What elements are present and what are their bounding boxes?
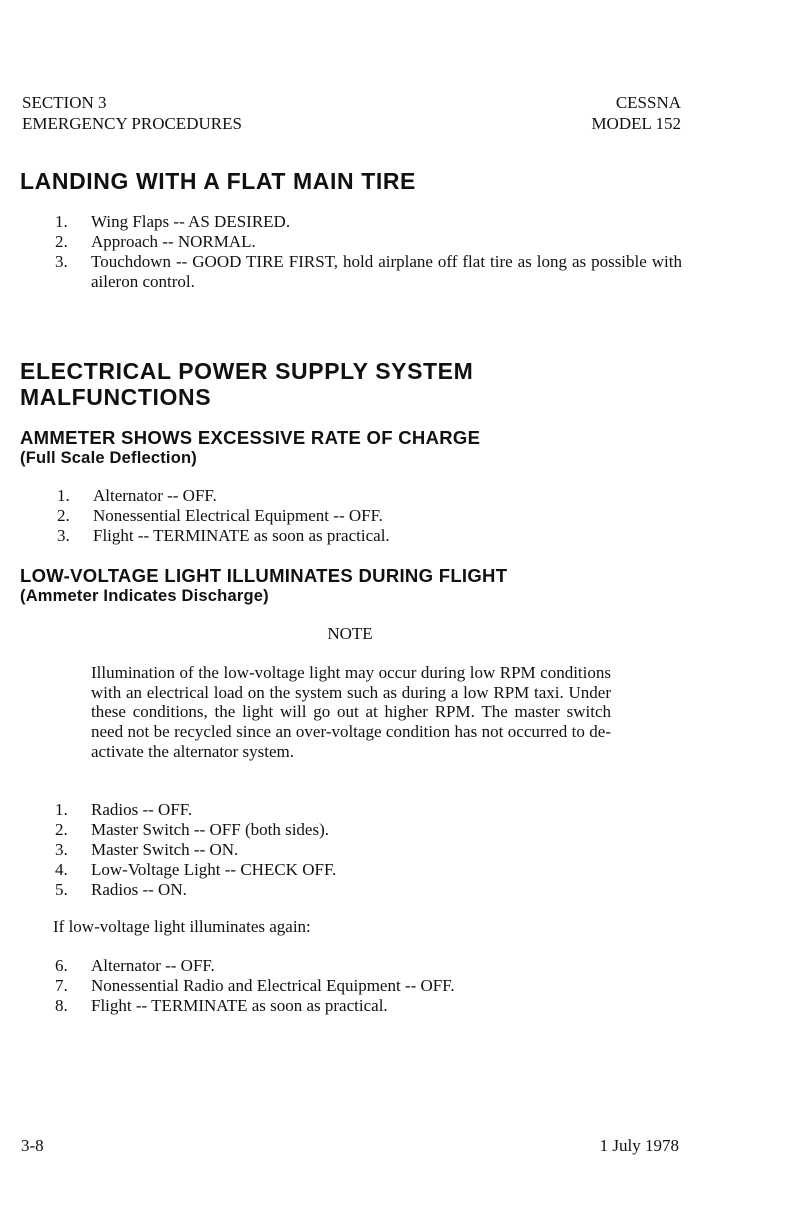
list-item: 3. Master Switch -- ON. [55, 840, 239, 859]
page-number: 3-8 [21, 1136, 44, 1155]
revision-date: 1 July 1978 [599, 1136, 679, 1155]
low-voltage-subheading: (Ammeter Indicates Discharge) [20, 587, 269, 605]
list-item: 2. Approach -- NORMAL. [55, 232, 256, 251]
flat-tire-heading: LANDING WITH A FLAT MAIN TIRE [20, 168, 416, 194]
list-item: 2. Master Switch -- OFF (both sides). [55, 820, 329, 839]
page-header-right [591, 92, 681, 134]
section-title: EMERGENCY PROCEDURES [22, 114, 242, 133]
list-item: 5. Radios -- ON. [55, 880, 187, 899]
list-item: 1. Alternator -- OFF. [57, 486, 217, 505]
low-voltage-steps-continued [55, 956, 675, 1016]
list-item: 3. Flight -- TERMINATE as soon as practical. [57, 526, 390, 545]
list-item: 2. Nonessential Electrical Equipment -- OFF. [57, 506, 383, 525]
list-item: 1. Radios -- OFF. [55, 800, 193, 819]
list-item: 1. Wing Flaps -- AS DESIRED. [55, 212, 291, 231]
electrical-heading: ELECTRICAL POWER SUPPLY SYSTEM MALFUNCTIONS [20, 358, 474, 410]
list-item: 4. Low-Voltage Light -- CHECK OFF. [55, 860, 337, 879]
list-item: 6. Alternator -- OFF. [55, 956, 215, 975]
manufacturer: CESSNA [615, 93, 681, 112]
list-item: 8. Flight -- TERMINATE as soon as practical. [55, 996, 388, 1015]
ammeter-steps [57, 486, 657, 546]
section-number: SECTION 3 [22, 93, 107, 112]
ammeter-heading: AMMETER SHOWS EXCESSIVE RATE OF CHARGE (Full Scale Deflection) [20, 427, 481, 467]
low-voltage-steps [55, 800, 655, 900]
ammeter-subheading: (Full Scale Deflection) [20, 449, 197, 467]
note-title: NOTE [327, 624, 373, 643]
list-item: 3. Touchdown -- GOOD TIRE FIRST, hold airplane off flat tire as long as possible with aileron control. [55, 252, 682, 291]
note-text: Illumination of the low-voltage light may occur during low RPM conditions with an electrical load on the system such as during a low RPM taxi. Under these conditions, the light will go out at higher RPM. The master switch need not be recycled since an over-voltage condition has not occurred to de-activate the alternator system. [91, 663, 611, 761]
model: MODEL 152 [591, 114, 681, 133]
flat-tire-steps [55, 212, 682, 292]
list-item: 7. Nonessential Radio and Electrical Equipment -- OFF. [55, 976, 455, 995]
conditional-instruction: If low-voltage light illuminates again: [53, 917, 311, 936]
page-header-left [22, 92, 242, 134]
low-voltage-heading: LOW-VOLTAGE LIGHT ILLUMINATES DURING FLIGHT (Ammeter Indicates Discharge) [20, 565, 508, 605]
